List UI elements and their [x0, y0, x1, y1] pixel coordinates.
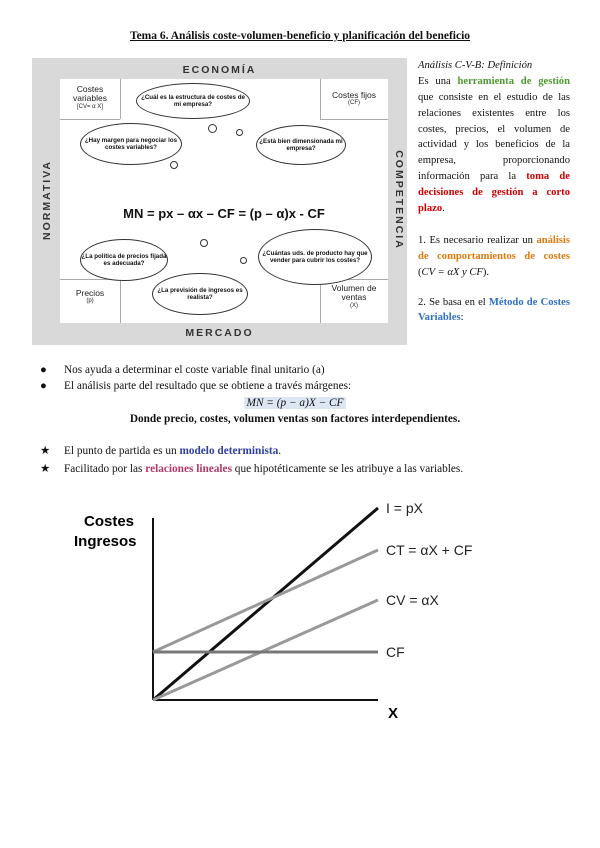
series-label-2: CV = αX [386, 592, 439, 608]
thought-bubble [240, 257, 247, 264]
question-cloud [256, 125, 346, 165]
formula-text: MN = (p − a)X − CF [244, 397, 347, 409]
definition-subtitle: Análisis C-V-B: Definición [418, 60, 533, 71]
divider [120, 79, 121, 119]
page-title: Tema 6. Análisis coste-volumen-beneficio y planificación del beneficio [129, 30, 471, 42]
thought-bubble [208, 124, 217, 133]
question-cloud [152, 273, 248, 315]
question-text: ¿La previsión de ingresos es realista? [157, 286, 243, 301]
precios-cell [62, 289, 118, 305]
star-icon: ★ [40, 462, 51, 475]
point-1 [418, 233, 570, 281]
text: ( [418, 266, 422, 278]
cvb-chart [60, 500, 520, 730]
divider [120, 279, 121, 323]
highlight-decisiones: toma de decisiones de gestión a corto plazo [418, 171, 570, 215]
question-text: ¿Cuál es la estructura de costes de mi empresa? [141, 93, 245, 108]
question-cloud [136, 83, 250, 119]
question-cloud [80, 123, 182, 165]
conclusion: Donde precio, costes, volumen ventas son factores interdependientes. [129, 413, 461, 426]
text: . [442, 203, 445, 215]
volumen-label: Volumen de ventas [331, 283, 377, 303]
text: 1. Es necesario realizar un [418, 234, 537, 246]
text: ). [482, 266, 490, 278]
label-competencia: COMPETENCIA [393, 150, 405, 250]
series-line-1 [153, 550, 378, 652]
series-line-2 [153, 600, 378, 700]
series-label-3: CF [386, 644, 405, 660]
star-list [40, 443, 580, 478]
highlight-metodo: Método de Costes Variables [418, 296, 570, 324]
question-text: ¿La política de precios fijada es adecuada? [81, 252, 167, 267]
text: : [460, 312, 464, 324]
series-label-0: I = pX [386, 500, 423, 516]
list-item [40, 443, 580, 461]
precios-sub: (p) [86, 298, 94, 305]
precios-label: Precios [75, 288, 105, 298]
costes-variables-sub: [CV= α X] [77, 103, 103, 110]
series-label-1: CT = αX + CF [386, 542, 473, 558]
math-cv: CV = αX y CF [421, 266, 483, 278]
highlight-relaciones: relaciones lineales [145, 462, 232, 475]
list-item [40, 461, 580, 479]
text: que consiste en el estudio de las relaciones existentes entre los costes, precios, el volumen de actividad y los beneficios de la empresa, proporcionando información para la [418, 91, 570, 183]
text: El punto de partida es un [64, 445, 180, 457]
costes-fijos-cell [322, 91, 386, 107]
text: 2. Se basa en el [418, 296, 489, 308]
text: Facilitado por las [64, 462, 146, 475]
bullet-icon: ● [40, 364, 47, 376]
text: . [278, 445, 282, 457]
question-text: ¿Está bien dimensionada mi empresa? [259, 137, 343, 152]
y-label-costes: Costes [84, 513, 135, 530]
question-text: ¿Hay margen para negociar los costes variables? [84, 136, 178, 151]
thought-bubble [236, 129, 243, 136]
divider [320, 279, 321, 323]
thought-bubble [170, 161, 178, 169]
definition-column [418, 58, 570, 326]
costes-variables-cell [62, 85, 118, 110]
volumen-cell [322, 284, 386, 309]
bullet-text: El análisis parte del resultado que se obtiene a través márgenes: [64, 380, 352, 393]
question-text: ¿Cuántas uds. de producto hay que vender para cubrir los costes? [262, 249, 368, 264]
costes-fijos-sub: (CF) [348, 100, 360, 107]
divider [60, 119, 120, 120]
divider [320, 79, 321, 119]
point-2 [418, 295, 570, 327]
margin-formula [20, 395, 570, 411]
thought-bubble [200, 239, 208, 247]
bullet-icon: ● [40, 380, 47, 393]
series-line-0 [153, 508, 378, 700]
highlight-herramienta: herramienta de gestión [457, 75, 570, 87]
x-label: X [388, 705, 399, 722]
question-cloud [80, 239, 168, 281]
costes-variables-label: Costes variables [72, 84, 108, 104]
text: Es una [418, 75, 458, 87]
bullet-text: Nos ayuda a determinar el coste variable final unitario (a) [64, 364, 325, 376]
divider [320, 119, 388, 120]
list-item [40, 362, 570, 378]
y-label-ingresos: Ingresos [74, 533, 137, 550]
volumen-sub: (X) [350, 302, 358, 309]
series-layer [153, 500, 472, 700]
diagram-formula: MN = px – αx – CF = (p – α)x - CF [123, 206, 325, 221]
text: que hipotéticamente se les atribuye a las variables. [231, 462, 464, 475]
highlight-analisis: análisis de comportamientos de costes [418, 234, 570, 262]
list-item [40, 378, 570, 394]
label-mercado: MERCADO [185, 327, 254, 339]
costes-fijos-label: Costes fijos [332, 90, 376, 100]
label-normativa: NORMATIVA [41, 159, 53, 241]
cvb-diagram [32, 58, 407, 345]
bullet-list [40, 362, 570, 428]
star-icon: ★ [40, 445, 51, 457]
diagram-inner [60, 79, 388, 323]
question-cloud [258, 229, 372, 285]
highlight-modelo: modelo determinista [179, 445, 279, 457]
definition-paragraph [418, 74, 570, 217]
label-economia: ECONOMÍA [182, 64, 257, 76]
